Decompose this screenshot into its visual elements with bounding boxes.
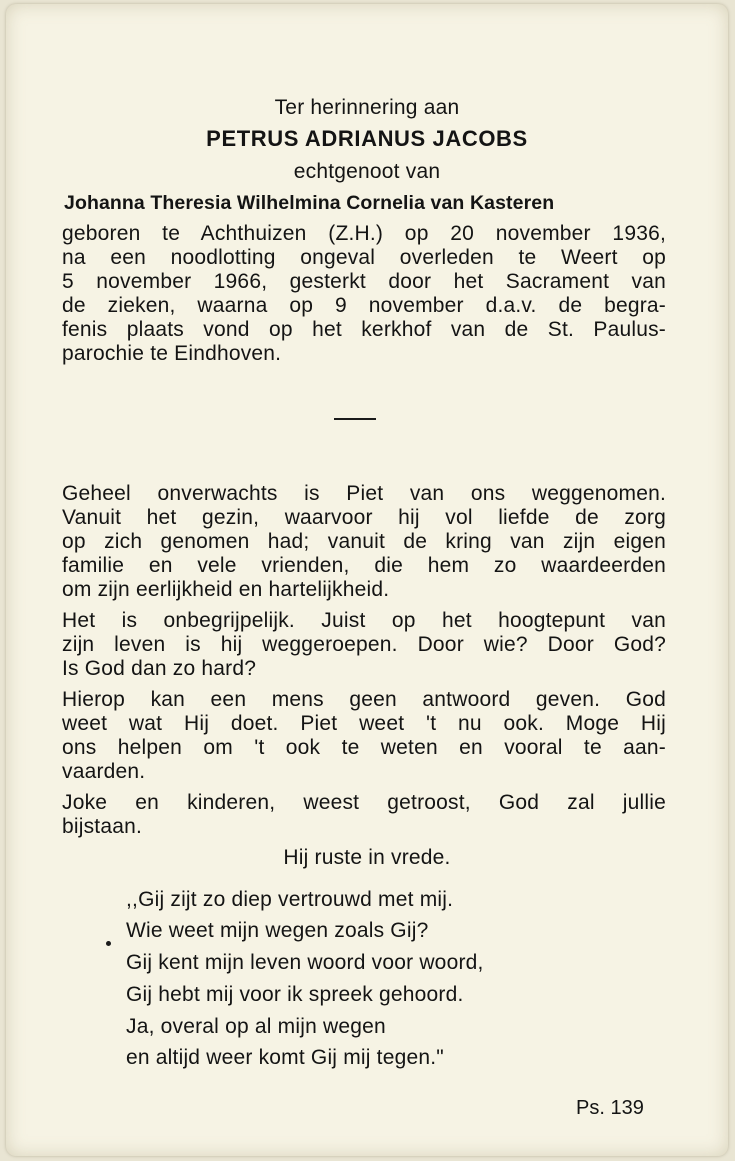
- psalm-reference: Ps. 139: [576, 1097, 644, 1119]
- bio-line: geboren te Achthuizen (Z.H.) op 20 november 1936,: [62, 222, 666, 245]
- message-line: Joke en kinderen, weest getroost, God zal jullie: [62, 791, 666, 814]
- spouse-name: Johanna Theresia Wilhelmina Cornelia van Kasteren: [64, 192, 555, 214]
- bio-line: na een noodlotting ongeval overleden te Weert op: [62, 246, 666, 269]
- message-line: Is God dan zo hard?: [62, 657, 257, 680]
- ink-dot: [106, 941, 111, 946]
- message-line: weet wat Hij doet. Piet weet 't nu ook. Moge Hij: [62, 712, 666, 735]
- deceased-name: PETRUS ADRIANUS JACOBS: [206, 126, 528, 151]
- section-divider: [334, 418, 376, 420]
- poem-line: Gij kent mijn leven woord voor woord,: [126, 951, 484, 974]
- message-line: op zich genomen had; vanuit de kring van zijn eigen: [62, 530, 666, 553]
- message-line: om zijn eerlijkheid en hartelijkheid.: [62, 578, 390, 601]
- message-line: zijn leven is hij weggeroepen. Door wie? Door God?: [62, 633, 666, 656]
- message-line: ons helpen om 't ook te weten en vooral te aan-: [62, 736, 666, 759]
- bio-line: parochie te Eindhoven.: [62, 342, 282, 365]
- poem-line: Ja, overal op al mijn wegen: [126, 1015, 386, 1038]
- message-line: Hierop kan een mens geen antwoord geven. God: [62, 688, 666, 711]
- message-line: familie en vele vrienden, die hem zo waardeerden: [62, 554, 666, 577]
- message-line: vaarden.: [62, 760, 146, 783]
- poem-line: Gij hebt mij voor ik spreek gehoord.: [126, 983, 464, 1006]
- bio-line: fenis plaats vond op het kerkhof van de St. Paulus-: [62, 318, 666, 341]
- relation-text: echtgenoot van: [293, 160, 441, 183]
- memorial-intro: Ter herinnering aan: [274, 96, 460, 119]
- poem-line: en altijd weer komt Gij mij tegen.": [126, 1046, 444, 1069]
- message-line: Geheel onverwachts is Piet van ons weggenomen.: [62, 482, 666, 505]
- poem-line: Wie weet mijn wegen zoals Gij?: [126, 919, 429, 942]
- rest-in-peace: Hij ruste in vrede.: [283, 846, 451, 869]
- memorial-card: [6, 4, 728, 1156]
- bio-line: de zieken, waarna op 9 november d.a.v. de begra-: [62, 294, 666, 317]
- message-line: bijstaan.: [62, 815, 143, 838]
- bio-line: 5 november 1966, gesterkt door het Sacrament van: [62, 270, 666, 293]
- poem-line: ,,Gij zijt zo diep vertrouwd met mij.: [126, 888, 454, 911]
- message-line: Vanuit het gezin, waarvoor hij vol liefde de zorg: [62, 506, 666, 529]
- message-line: Het is onbegrijpelijk. Juist op het hoogtepunt van: [62, 609, 666, 632]
